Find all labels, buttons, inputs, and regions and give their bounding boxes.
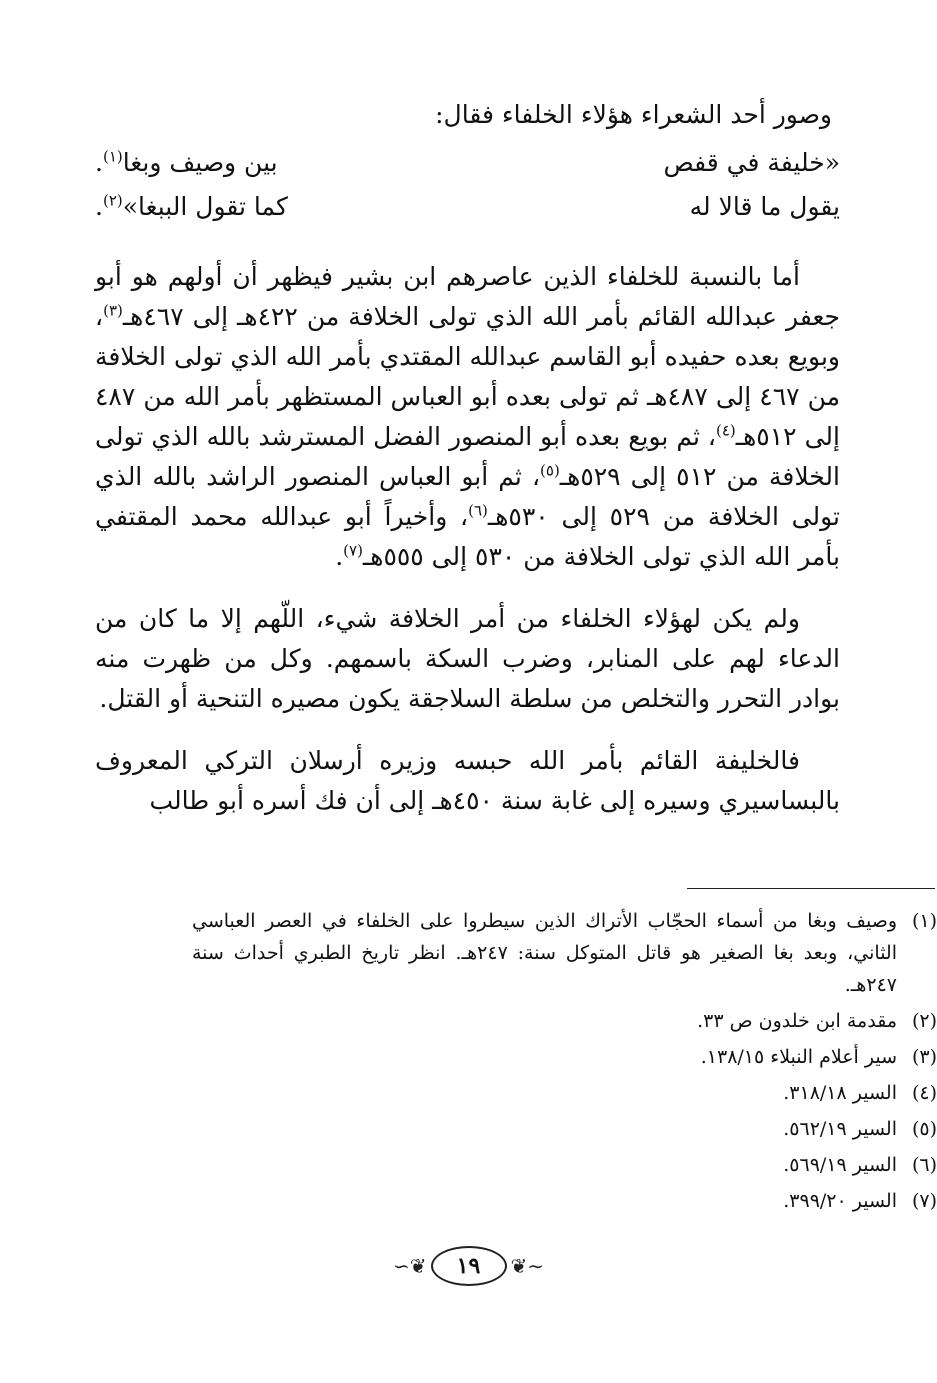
footnote-7 — [192, 1185, 937, 1217]
footnote-text: السير ٥٦٢/١٩. — [783, 1118, 897, 1140]
paragraph-caliphs-part-5: ، وأخيراً أبو عبدالله محمد المقتفي بأمر الله الذي تولى الخلافة من ٥٣٠ إلى ٥٥٥هـ — [95, 502, 840, 571]
poem-line-2-second-text: كما تقول الببغا» — [122, 192, 288, 221]
footnote-ref-7: (٧) — [343, 541, 363, 560]
footnote-number: (٧) — [911, 1190, 937, 1212]
paragraph-caliphs — [95, 257, 840, 577]
footnote-number: (٦) — [911, 1154, 937, 1176]
footnote-ref-6: (٦) — [468, 501, 488, 520]
footnote-ref-2: (٢) — [102, 191, 123, 210]
footnote-6 — [192, 1149, 937, 1181]
paragraph-qaim: فالخليفة القائم بأمر الله حبسه وزيره أرسلان التركي المعروف بالبساسيري وسيره إلى غابة سنة ٤٥٠هـ إلى أن فك أسره أبو طالب — [95, 746, 840, 815]
paragraph-caliphs-part-4: ، ثم أبو العباس المنصور الراشد بالله الذي تولى الخلافة من ٥٢٩ إلى ٥٣٠هـ — [95, 462, 841, 531]
paragraph-powerless: ولم يكن لهؤلاء الخلفاء من أمر الخلافة شيء، اللّهم إلا ما كان من الدعاء لهم على المنابر، وضرب السكة باسمهم. وكل من ظهرت منه بوادر التحرر والتخلص من سلطة السلاجقة يكون مصيره التنحية أو القتل. — [95, 604, 840, 713]
poem-line-1-second-text: بين وصيف وبغا — [122, 148, 278, 177]
poem-line-2 — [95, 185, 840, 229]
ornament-left-icon: ∽❦ — [392, 1254, 427, 1278]
poem-line-2-second-hemistich: كما تقول الببغا»$^{(٢)}$. — [95, 191, 288, 221]
poem-line-1 — [95, 141, 840, 185]
footnote-text: السير ٣١٨/١٨. — [783, 1082, 897, 1104]
footnote-text: سير أعلام النبلاء ١٣٨/١٥. — [700, 1046, 897, 1068]
footnote-number: (١) — [911, 910, 937, 932]
poem — [95, 141, 840, 229]
page-number-block — [0, 1246, 937, 1286]
footnote-4 — [192, 1077, 937, 1109]
footnote-1 — [192, 905, 937, 1001]
poem-line-2-first-hemistich: يقول ما قالا له — [689, 192, 840, 221]
paragraph-caliphs-part-1: أما بالنسبة للخلفاء الذين عاصرهم ابن بشير فيظهر أن أولهم هو أبو جعفر عبدالله القائم بأمر الله الذي تولى الخلافة من ٤٢٢هـ إلى ٤٦٧هـ — [95, 262, 840, 331]
footnote-2 — [192, 1005, 937, 1037]
footnote-5 — [192, 1113, 937, 1145]
footnote-ref-5: (٥) — [540, 461, 560, 480]
poem-line-1-second-hemistich: بين وصيف وبغا$^{(١)}$. — [95, 147, 278, 177]
footnote-number: (٤) — [911, 1082, 937, 1104]
footnote-ref-1: (١) — [102, 147, 123, 166]
page-body — [95, 95, 840, 821]
footnote-text: السير ٥٦٩/١٩. — [783, 1154, 897, 1176]
paragraph-caliphs-part-6: . — [335, 542, 344, 571]
footnotes — [192, 905, 937, 1221]
footnote-divider — [687, 888, 935, 889]
page-number: ١٩ — [431, 1246, 507, 1286]
paragraph-caliphs-part-2: ، وبويع بعده حفيده أبو القاسم عبدالله المقتدي بأمر الله الذي تولى الخلافة من ٤٦٧ إلى ٤٨٧هـ ثم تولى بعده أبو العباس المستظهر بأمر الله من ٤٨٧ إلى ٥١٢هـ — [95, 302, 841, 451]
footnote-ref-3: (٣) — [103, 301, 123, 320]
footnote-number: (٥) — [911, 1118, 937, 1140]
poem-line-1-first-hemistich: «خليفة في قفص — [663, 148, 840, 177]
footnote-3 — [192, 1041, 937, 1073]
intro-line: وصور أحد الشعراء هؤلاء الخلفاء فقال: — [435, 100, 832, 129]
ornament-right-icon: ❦∼ — [510, 1254, 545, 1278]
footnote-ref-4: (٤) — [716, 421, 736, 440]
paragraph-caliphs-part-3: ، ثم بويع بعده أبو المنصور الفضل المسترشد بالله الذي تولى الخلافة من ٥١٢ إلى ٥٢٩هـ — [95, 422, 840, 491]
footnote-number: (٣) — [911, 1046, 937, 1068]
footnote-text: وصيف وبغا من أسماء الحجّاب الأتراك الذين سيطروا على الخلفاء في العصر العباسي الثاني، وبعد بغا الصغير هو قاتل المتوكل سنة: ٢٤٧هـ. انظر تاريخ الطبري أحداث سنة ٢٤٧هـ. — [192, 910, 897, 996]
footnote-text: السير ٣٩٩/٢٠. — [783, 1190, 897, 1212]
footnote-number: (٢) — [911, 1010, 937, 1032]
footnote-text: مقدمة ابن خلدون ص ٣٣. — [697, 1010, 897, 1032]
